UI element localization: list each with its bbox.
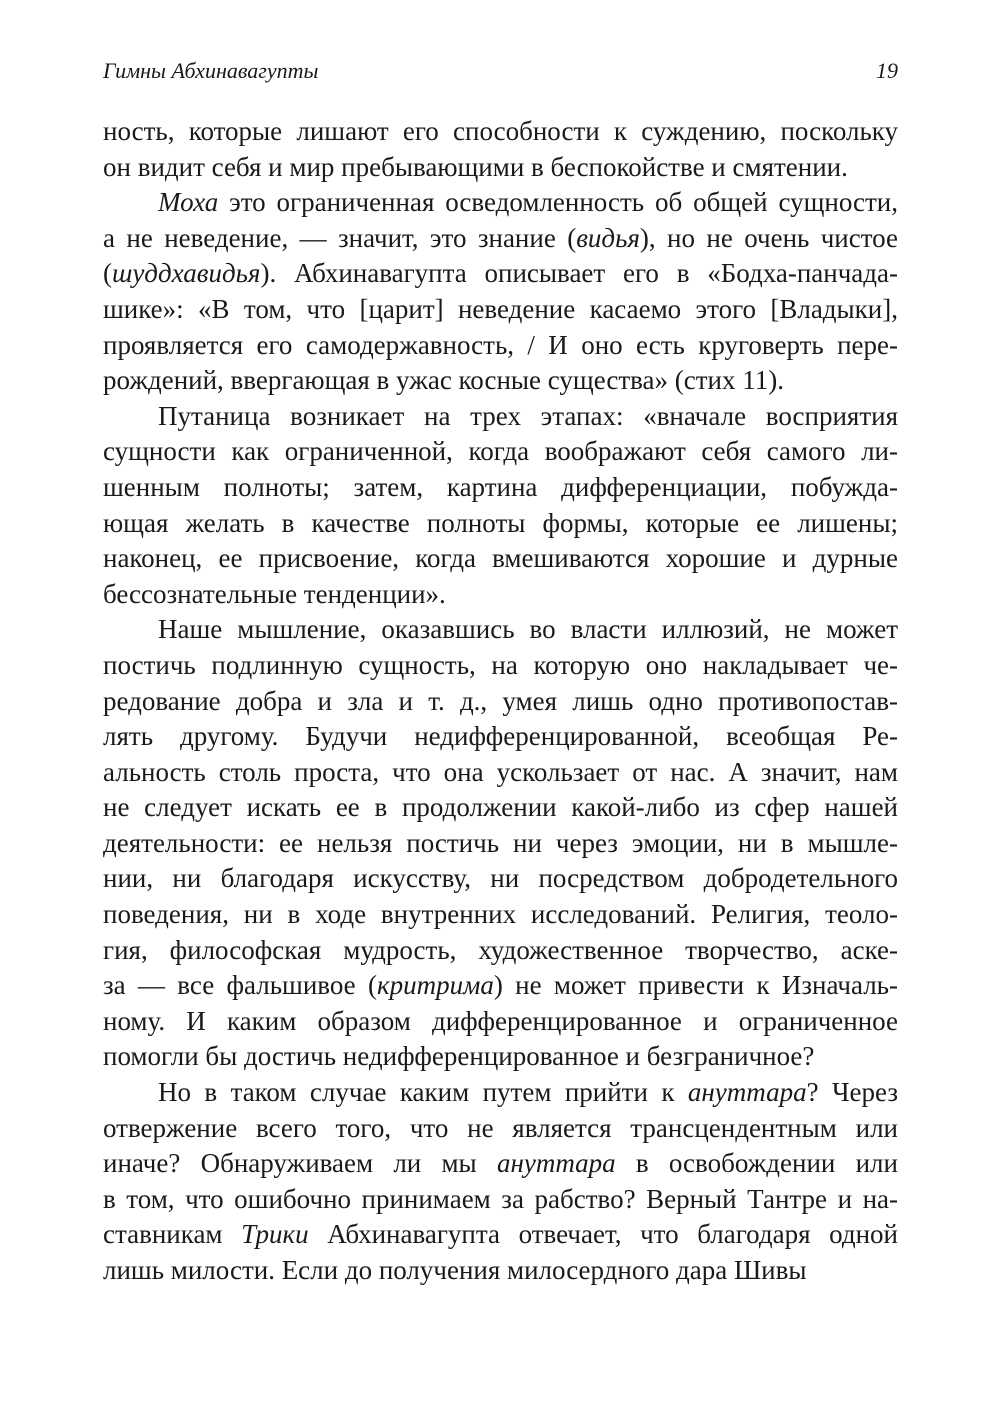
- text-line: шике»: «В том, что [царит] неведение касаемо этого [Владыки],: [103, 293, 898, 324]
- text-line: в том, что ошибочно принимаем за рабство? Верный Тантре и на-: [103, 1183, 898, 1214]
- text-line: альность столь проста, что она ускользает от нас. А значит, нам: [103, 756, 898, 787]
- text-line: ставникам Трики Абхинавагупта отвечает, что благодаря одной: [103, 1219, 898, 1250]
- text-line: а не неведение, — значит, это знание (видья), но не очень чистое: [103, 222, 898, 253]
- text-line: лишь милости. Если до получения милосердного дара Шивы: [103, 1255, 807, 1285]
- text-line: постичь подлинную сущность, на которую оно накладывает че-: [103, 649, 898, 680]
- text-line: за — все фальшивое (критрима) не может привести к Изначаль-: [103, 970, 898, 1001]
- running-title: Гимны Абхинавагупты: [103, 58, 319, 83]
- italic-term: Моха: [158, 187, 219, 218]
- text-line: поведения, ни в ходе внутренних исследований. Религия, теоло-: [103, 899, 898, 930]
- page-number: 19: [876, 58, 898, 83]
- text-line: Моха это ограниченная осведомленность об общей сущности,: [158, 187, 898, 218]
- text-line: рождений, ввергающая в ужас косные существа» (стих 11).: [103, 365, 784, 396]
- italic-term: ануттара: [496, 1148, 616, 1179]
- text-line: Наше мышление, оказавшись во власти иллюзий, не может: [158, 614, 898, 645]
- text-line: Но в таком случае каким путем прийти к ануттара? Через: [158, 1077, 899, 1108]
- text-line: он видит себя и мир пребывающими в беспокойстве и смятении.: [103, 151, 848, 182]
- paragraph: [103, 114, 898, 185]
- text-line: редование добра и зла и т. д., умея лишь одно противопостав-: [103, 685, 898, 716]
- paragraph: [103, 612, 898, 1075]
- italic-term: Трики: [241, 1219, 309, 1250]
- running-header: [103, 58, 898, 92]
- text-line: проявляется его самодержавность, / И оно есть круговерть пере-: [103, 329, 898, 360]
- text-line: (шуддхавидья). Абхинавагупта описывает его в «Бодха-панчада-: [103, 258, 898, 289]
- text-line: наконец, ее присвоение, когда вмешиваются хорошие и дурные: [103, 543, 898, 574]
- paragraph: [103, 1075, 898, 1289]
- text-line: гия, философская мудрость, художественное творчество, аске-: [103, 934, 898, 965]
- body-text: [103, 114, 898, 1289]
- italic-term: видья: [576, 222, 640, 253]
- text-line: Путаница возникает на трех этапах: «вначале восприятия: [158, 400, 898, 431]
- text-line: иначе? Обнаруживаем ли мы ануттара в освобождении или: [103, 1148, 898, 1179]
- text-line: лять другому. Будучи недифференцированной, всеобщая Ре-: [103, 721, 898, 752]
- text-line: бессознательные тенденции».: [103, 578, 446, 609]
- text-line: ному. И каким образом дифференцированное и ограниченное: [103, 1005, 898, 1036]
- text-line: сущности как ограниченной, когда воображают себя самого ли-: [103, 436, 898, 467]
- text-line: нии, ни благодаря искусству, ни посредством добродетельного: [103, 863, 898, 894]
- text-line: отвержение всего того, что не является трансцендентным или: [103, 1112, 898, 1143]
- paragraph: [103, 185, 898, 399]
- italic-term: ануттара: [687, 1077, 807, 1108]
- italic-term: критрима: [376, 970, 494, 1001]
- text-line: ющая желать в качестве полноты формы, которые ее лишены;: [103, 507, 898, 538]
- text-line: шенным полноты; затем, картина дифференциации, побужда-: [103, 471, 898, 502]
- text-line: помогли бы достичь недифференцированное и безграничное?: [103, 1041, 815, 1072]
- paragraph: [103, 399, 898, 613]
- italic-term: шуддхавидья: [112, 258, 261, 289]
- text-line: деятельности: ее нельзя постичь ни через эмоции, ни в мышле-: [103, 827, 898, 858]
- text-line: не следует искать ее в продолжении какой-либо из сфер нашей: [103, 792, 898, 823]
- text-line: ность, которые лишают его способности к суждению, поскольку: [103, 116, 898, 146]
